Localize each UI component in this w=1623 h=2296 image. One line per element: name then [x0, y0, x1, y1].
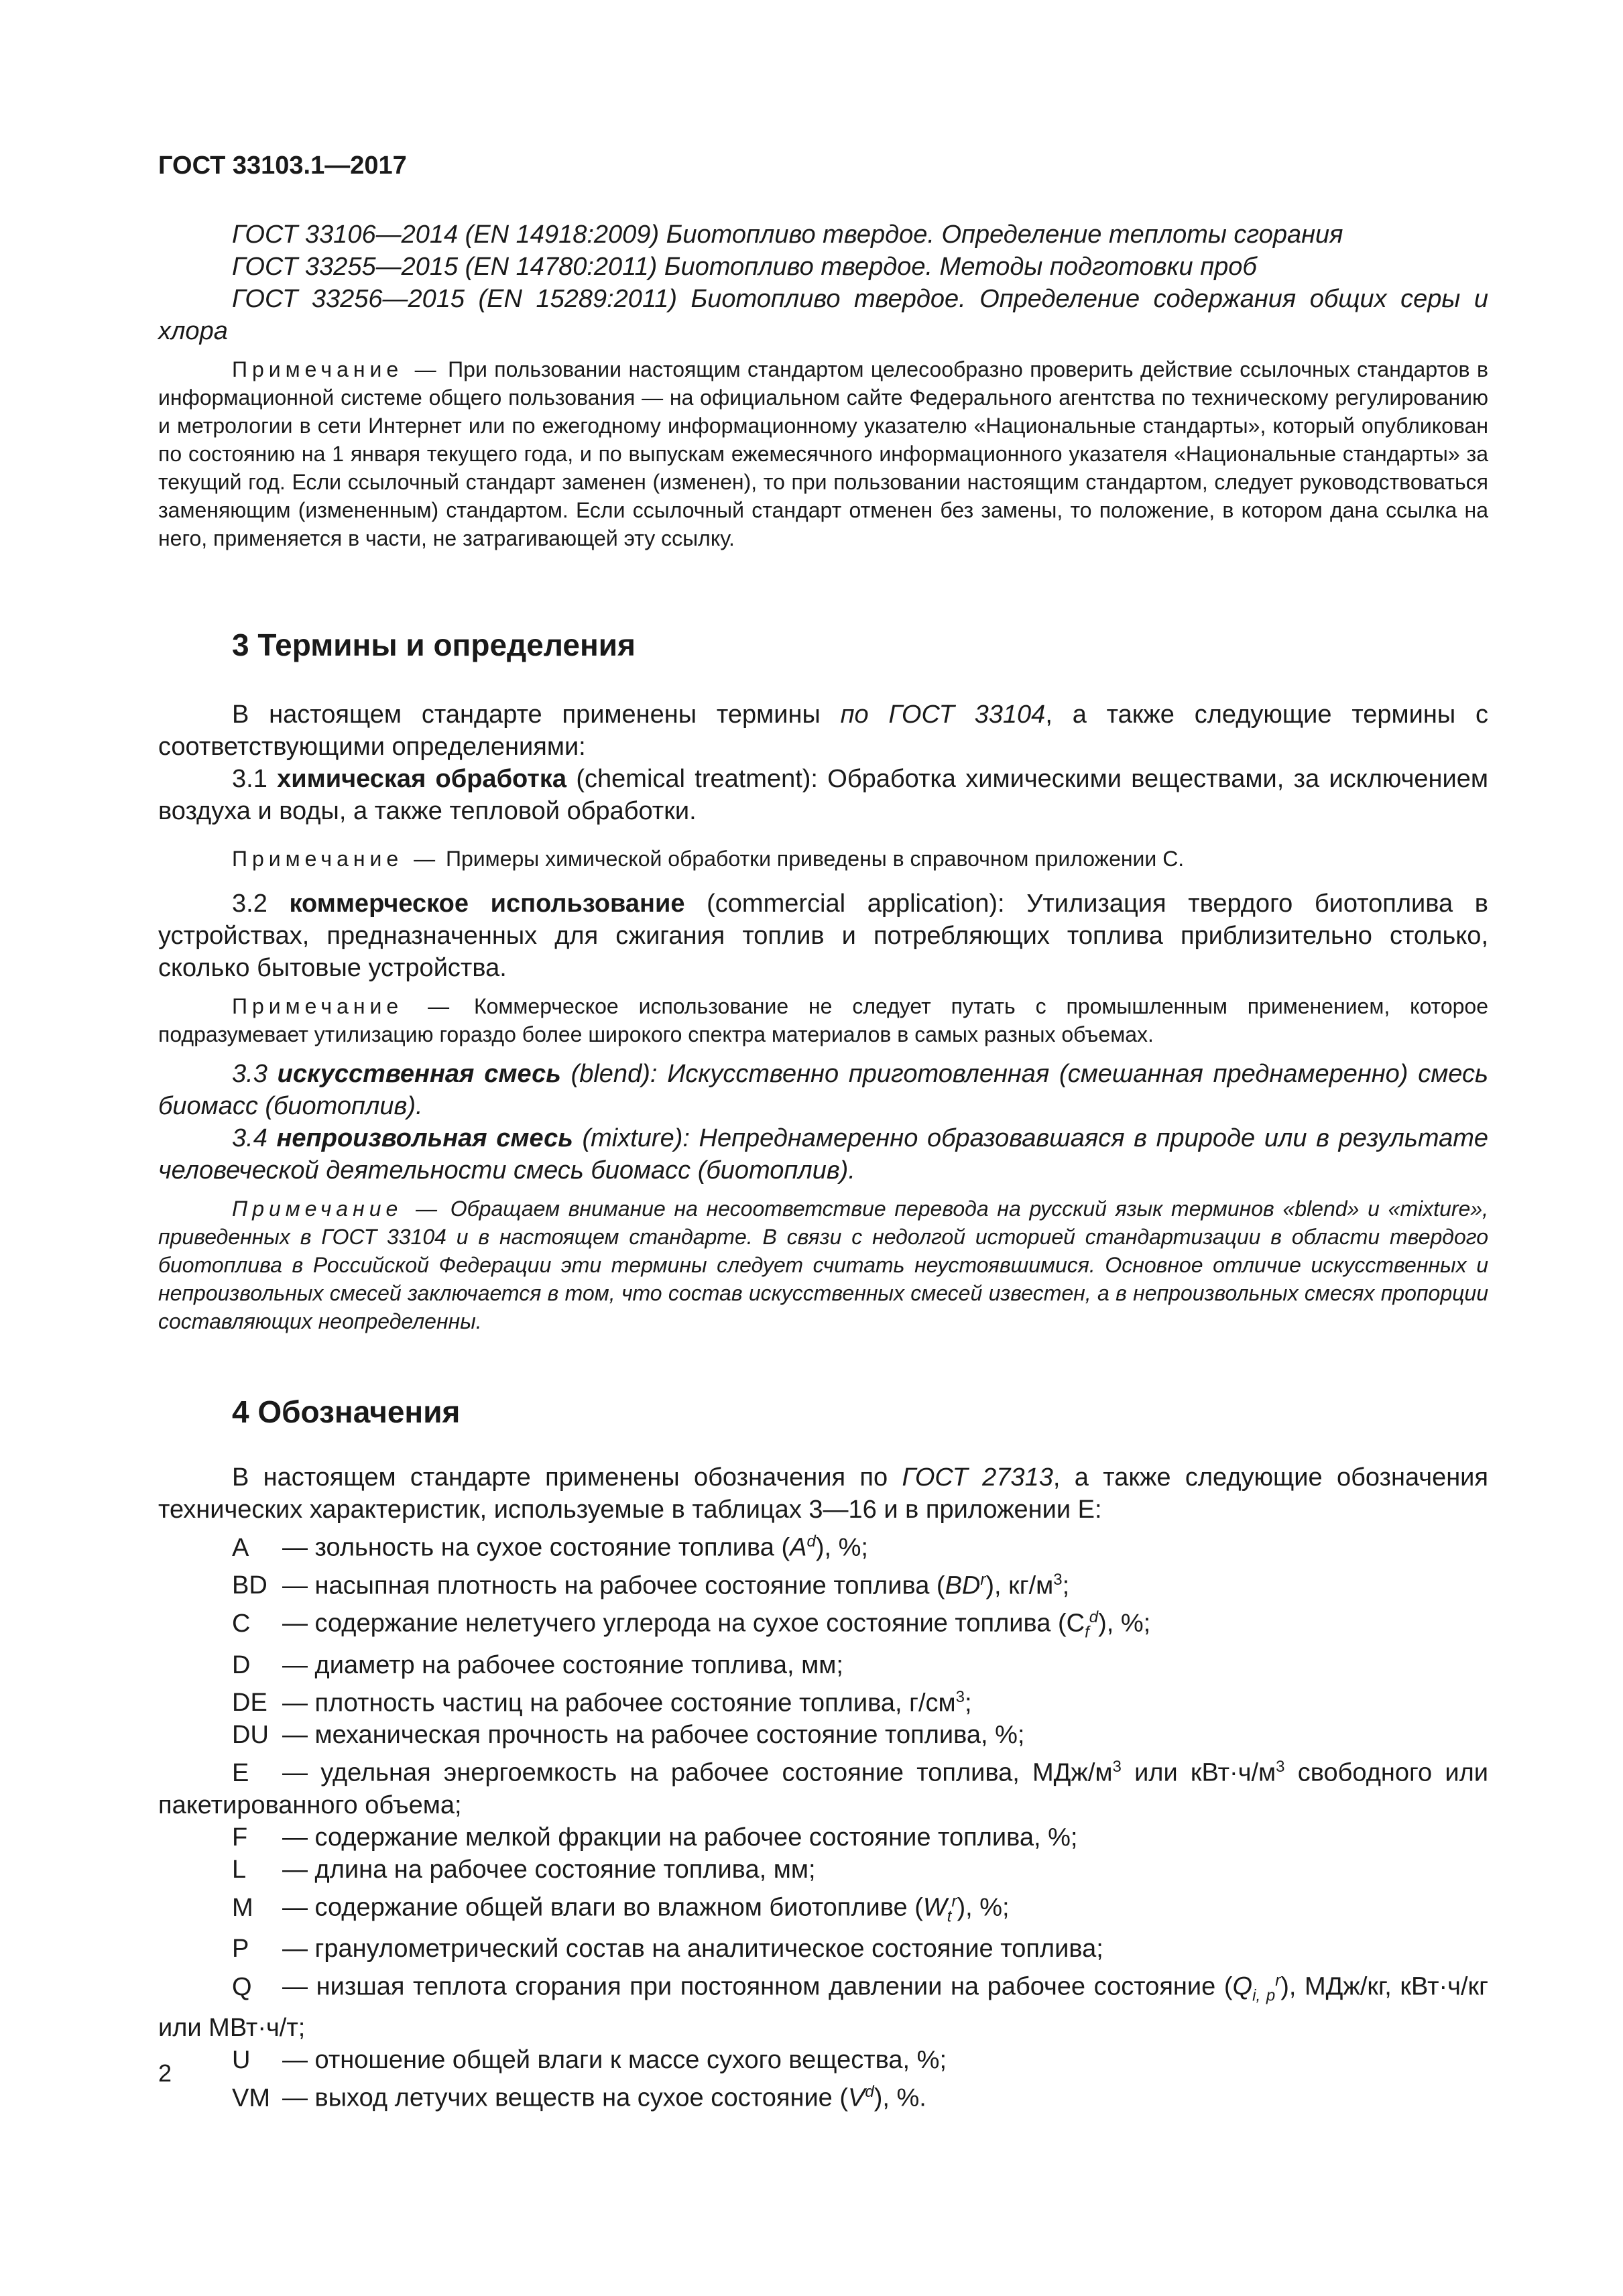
symbol-row	[158, 1526, 1488, 1564]
unit-superscript: 3	[955, 1687, 965, 1706]
note-references	[158, 355, 1488, 552]
symbol-description: — содержание общей влаги во влажном биотопливе (	[282, 1893, 923, 1922]
unit-superscript: 3	[1112, 1758, 1122, 1776]
page-number: 2	[158, 2059, 172, 2087]
document-code-header: ГОСТ 33103.1—2017	[158, 152, 407, 180]
symbol-code: C	[232, 1609, 251, 1638]
ref-gost-33104: по ГОСТ 33104	[840, 701, 1046, 729]
symbol-row	[158, 1821, 1488, 1854]
symbol-row	[158, 1681, 1488, 1719]
symbol-description: свободного или пакетированного объема;	[158, 1758, 1488, 1819]
reference-item: ГОСТ 33255—2015 (EN 14780:2011) Биотопливо твердое. Методы подготовки проб	[232, 253, 1257, 281]
symbol-superscript: r	[1275, 1972, 1281, 1990]
note-terms-3-3-3-4: Примечание — Обращаем внимание на несоответствие перевода на русский язык терминов «blend» и «mixture», приведенных в ГОСТ 33104 и в настоящем стандарте. В связи с недолгой историей стандартизации в области твердого биотоплива в Российской Федерации эти термины следует считать неустоявшимися. Основное отличие искусственных и непроизвольных смесей заключается в том, что состав искусственных смесей известен, а в непроизвольных смесях пропорции составляющих неопределенны.	[158, 1197, 1489, 1333]
symbol-superscript: d	[1089, 1608, 1099, 1627]
symbol-code: DU	[232, 1721, 269, 1750]
symbol-description: — диаметр на рабочее состояние топлива, мм;	[282, 1650, 843, 1679]
term-name: непроизвольная смесь	[276, 1124, 573, 1152]
symbol-description: — отношение общей влаги к массе сухого вещества, %;	[282, 2046, 947, 2075]
symbol-subscript: i, p	[1252, 1986, 1276, 2005]
symbol-variable: BD	[945, 1571, 981, 1600]
section-4-intro: В настоящем стандарте применены обозначения по ГОСТ 27313, а также следующие обозначения технических характеристик, используемые в таблицах 3—16 и в приложении Е:	[158, 1463, 1488, 1524]
symbol-description: — гранулометрический состав на аналитическое состояние топлива;	[282, 1935, 1103, 1963]
section-4-title: 4 Обозначения	[232, 1394, 461, 1429]
symbol-code: M	[232, 1893, 253, 1922]
symbol-code: DE	[232, 1689, 267, 1717]
symbol-code: D	[232, 1650, 251, 1679]
term-name: коммерческое использование	[289, 890, 685, 918]
symbol-description: ), %;	[815, 1533, 868, 1562]
symbol-row	[158, 1649, 1488, 1681]
symbol-row	[158, 1854, 1488, 1886]
symbol-description: ;	[964, 1689, 972, 1717]
symbol-description: ), кг/м	[985, 1571, 1054, 1600]
symbol-row	[158, 1602, 1488, 1648]
symbol-description: — насыпная плотность на рабочее состояние топлива (	[282, 1571, 945, 1600]
symbol-description: ;	[1062, 1571, 1070, 1600]
symbol-description: или кВт·ч/м	[1121, 1758, 1276, 1787]
symbol-code: L	[232, 1855, 247, 1884]
symbol-superscript: r	[980, 1570, 986, 1589]
reference-item: ГОСТ 33106—2014 (EN 14918:2009) Биотопливо твердое. Определение теплоты сгорания	[232, 221, 1343, 249]
symbol-subscript: t	[947, 1907, 952, 1926]
section-3-body	[158, 699, 1488, 1335]
symbol-row	[158, 1564, 1488, 1602]
symbol-description: — выход летучих веществ на сухое состояние (	[282, 2084, 849, 2113]
term-3-1: 3.1 химическая обработка (chemical treatment): Обработка химическими веществами, за исключением воздуха и воды, а также тепловой обработки.	[158, 765, 1488, 825]
note-term-3-1: Примечание — Примеры химической обработки приведены в справочном приложении С.	[232, 847, 1185, 871]
symbol-variable: V	[848, 2084, 865, 2113]
symbol-superscript: r	[951, 1892, 957, 1911]
unit-superscript: 3	[1276, 1758, 1285, 1776]
section-3-intro: В настоящем стандарте применены термины по ГОСТ 33104, а также следующие термины с соответствующими определениями:	[158, 701, 1489, 761]
symbol-row	[158, 1965, 1488, 2044]
symbol-row	[158, 1719, 1488, 1751]
symbols-list	[158, 1526, 1488, 2114]
symbol-superscript: d	[865, 2083, 874, 2102]
term-3-3: 3.3 искусственная смесь (blend): Искусственно приготовленная (смешанная преднамеренно) смесь биомасс (биотоплив).	[158, 1060, 1488, 1120]
symbol-superscript: d	[806, 1532, 816, 1551]
term-name: химическая обработка	[277, 765, 567, 793]
reference-item: ГОСТ 33256—2015 (EN 15289:2011) Биотопливо твердое. Определение содержания общих серы и хлора	[158, 285, 1488, 345]
symbol-description: — удельная энергоемкость на рабочее состояние топлива, МДж/м	[282, 1758, 1113, 1787]
symbol-row	[158, 2076, 1488, 2114]
term-name: искусственная смесь	[277, 1060, 561, 1088]
note-label: Примечание —	[232, 357, 441, 381]
symbol-code: F	[232, 1823, 248, 1852]
symbol-code: E	[232, 1758, 249, 1787]
symbol-description: — низшая теплота сгорания при постоянном давлении на рабочее состояние (	[282, 1972, 1233, 2001]
symbol-description: ), %.	[874, 2084, 926, 2113]
term-3-4: 3.4 непроизвольная смесь (mixture): Непреднамеренно образовавшаяся в природе или в результате человеческой деятельности смесь биомасс (биотоплив).	[158, 1124, 1488, 1185]
symbol-variable: A	[790, 1533, 807, 1562]
symbol-code: P	[232, 1935, 249, 1963]
symbol-description: ), МДж/кг, кВт·ч/кг или МВт·ч/т;	[158, 1972, 1488, 2043]
symbol-description: — зольность на сухое состояние топлива (	[282, 1533, 790, 1562]
unit-superscript: 3	[1053, 1570, 1063, 1589]
symbol-description: ), %;	[957, 1893, 1010, 1922]
section-4-body	[158, 1461, 1488, 2114]
symbol-description: — плотность частиц на рабочее состояние топлива, г/см	[282, 1689, 956, 1717]
symbol-description: ), %;	[1098, 1609, 1151, 1638]
symbol-variable: Q	[1232, 1972, 1253, 2001]
symbol-code: VM	[232, 2084, 270, 2113]
symbol-subscript: f	[1085, 1623, 1089, 1642]
section-3-title: 3 Термины и определения	[232, 627, 636, 662]
ref-gost-27313: ГОСТ 27313	[902, 1463, 1053, 1492]
symbol-description: — длина на рабочее состояние топлива, мм;	[282, 1855, 816, 1884]
symbol-code: Q	[232, 1972, 252, 2001]
symbol-row	[158, 2044, 1488, 2076]
term-3-2: 3.2 коммерческое использование (commercial application): Утилизация твердого биотоплива в устройствах, предназначенных для сжигания топлив и потребляющих топлива приблизительно столько, сколько бытовые устройства.	[158, 890, 1488, 982]
symbol-code: BD	[232, 1571, 267, 1600]
symbol-description: — содержание мелкой фракции на рабочее состояние топлива, %;	[282, 1823, 1078, 1852]
note-term-3-2: Примечание — Коммерческое использование не следует путать с промышленным применением, которое подразумевает утилизацию гораздо более широкого спектра материалов в самых разных объемах.	[158, 994, 1489, 1046]
normative-references	[158, 219, 1488, 347]
symbol-description: — содержание нелетучего углерода на сухое состояние топлива (C	[282, 1609, 1085, 1638]
note-text: При пользовании настоящим стандартом целесообразно проверить действие ссылочных стандартов в информационной системе общего пользования — на официальном сайте Федерального агентства по техническому регулированию и метрологии в сети Интернет или по ежегодному информационному указателю «Национальные стандарты», который опубликован по состоянию на 1 января текущего года, и по выпускам ежемесячного информационного указателя «Национальные стандарты» за текущий год. Если ссылочный стандарт заменен (изменен), то при пользовании настоящим стандартом, следует руководствоваться заменяющим (измененным) стандартом. Если ссылочный стандарт отменен без замены, то положение, в котором дана ссылка на него, применяется в части, не затрагивающей эту ссылку.	[158, 357, 1489, 550]
symbol-code: A	[232, 1533, 249, 1562]
symbol-code: U	[232, 2046, 251, 2075]
symbol-row	[158, 1751, 1488, 1821]
symbol-row	[158, 1886, 1488, 1933]
symbol-description: — механическая прочность на рабочее состояние топлива, %;	[282, 1721, 1025, 1750]
symbol-variable: W	[922, 1893, 947, 1922]
symbol-row	[158, 1933, 1488, 1965]
